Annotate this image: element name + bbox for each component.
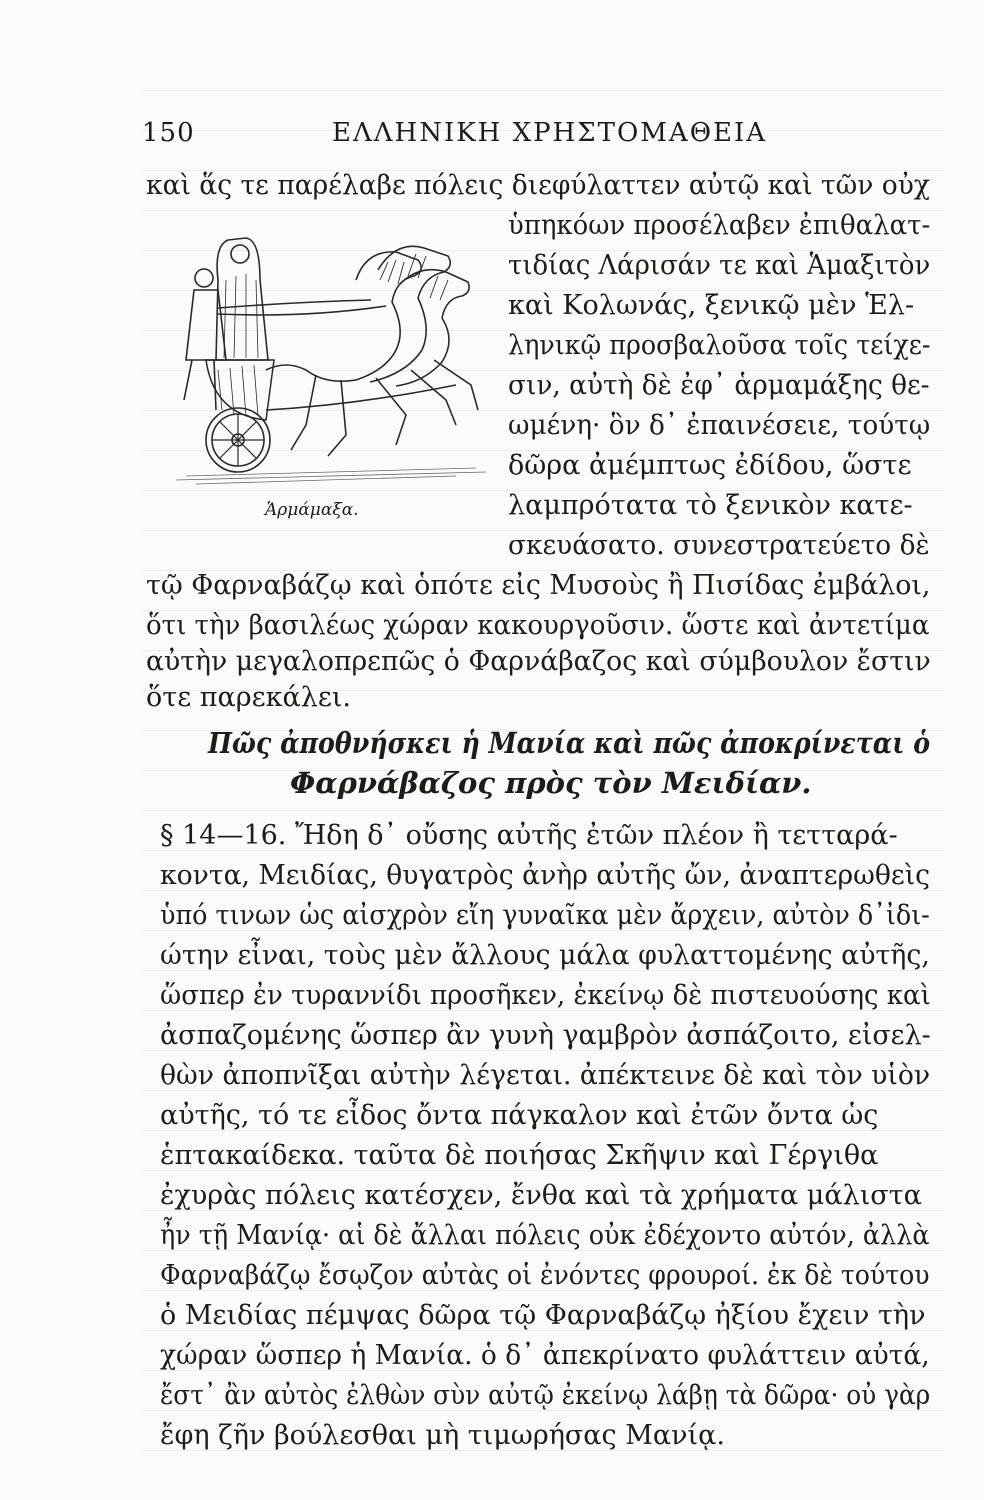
text-line: καὶ ἅς τε παρέλαβε πόλεις διεφύλαττεν αὐτῷ καὶ τῶν οὐχ (146, 170, 930, 201)
text-line: ἀσπαζομένης ὥσπερ ἂν γυνὴ γαμβρὸν ἀσπάζοιτο, εἰσελ- (160, 1020, 931, 1051)
text-line: ἐχυρὰς πόλεις κατέσχεν, ἔνθα καὶ τὰ χρήματα μάλιστα (160, 1180, 922, 1211)
text-line: Φαρναβάζῳ ἔσῳζον αὐτὰς οἱ ἐνόντες φρουροί. ἐκ δὲ τούτου (160, 1260, 930, 1291)
page-number: 150 (142, 118, 195, 148)
text-line: ὑπηκόων προσέλαβεν ἐπιθαλατ- (508, 210, 931, 241)
running-head: ΕΛΛΗΝΙΚΗ ΧΡΗΣΤΟΜΑΘΕΙΑ (332, 118, 768, 148)
section-heading-line-1: Πῶς ἀποθνήσκει ἡ Μανία καὶ πῶς ἀποκρίνεται ὁ (208, 726, 931, 760)
text-line: τῷ Φαρναβάζῳ καὶ ὁπότε εἰς Μυσοὺς ἢ Πισίδας ἐμβάλοι, (146, 570, 931, 601)
text-line: δῶρα ἀμέμπτως ἐδίδου, ὥστε (508, 450, 912, 481)
section-heading-line-2: Φαρνάβαζος πρὸς τὸν Μειδίαν. (290, 766, 812, 800)
text-line: αὐτῆς, τό τε εἶδος ὄντα πάγκαλον καὶ ἐτῶν ὄντα ὡς (160, 1100, 879, 1131)
text-line: θὼν ἀποπνῖξαι αὐτὴν λέγεται. ἀπέκτεινε δὲ καὶ τὸν υἱὸν (160, 1060, 931, 1091)
text-line: καὶ Κολωνάς, ξενικῷ μὲν Ἑλ- (508, 290, 915, 321)
text-line: ωμένη· ὃν δ᾽ ἐπαινέσειε, τούτῳ (508, 410, 931, 441)
text-line: λαμπρότατα τὸ ξενικὸν κατε- (508, 490, 913, 521)
text-line: κοντα, Μειδίας, θυγατρὸς ἀνὴρ αὐτῆς ὤν, ἀναπτερωθεὶς (160, 860, 931, 891)
text-line: ὑπό τινων ὡς αἰσχρὸν εἴη γυναῖκα μὲν ἄρχειν, αὐτὸν δ᾽ἰδι- (160, 900, 930, 931)
text-line: ἑπτακαίδεκα. ταῦτα δὲ ποιήσας Σκῆψιν καὶ Γέργιθα (160, 1140, 879, 1171)
text-line: σιν, αὐτὴ δὲ ἐφ᾽ ἁρμαμάξης θε- (508, 370, 930, 401)
figure-caption: Ἁρμάμαξα. (265, 500, 359, 520)
chariot-illustration-icon (156, 210, 496, 495)
text-line: ώτην εἶναι, τοὺς μὲν ἄλλους μάλα φυλαττομένης αὐτῆς, (160, 940, 930, 971)
text-line: χώραν ὥσπερ ἡ Μανία. ὁ δ᾽ ἀπεκρίνατο φυλάττειν αὐτά, (160, 1340, 930, 1371)
text-line: ὅτι τὴν βασιλέως χώραν κακουργοῦσιν. ὥστε καὶ ἀντετίμα (146, 610, 930, 641)
text-line: § 14—16. Ἤδη δ᾽ οὔσης αὐτῆς ἐτῶν πλέον ἢ τετταρά- (160, 820, 898, 851)
text-line: ἔστ᾽ ἂν αὐτὸς ἐλθὼν σὺν αὐτῷ ἐκείνῳ λάβῃ τὰ δῶρα· οὐ γὰρ (160, 1380, 931, 1411)
text-line: ὅτε παρεκάλει. (146, 682, 351, 713)
text-line: τιδίας Λάρισάν τε καὶ Ἁμαξιτὸν (508, 250, 931, 281)
text-line: ληνικῷ προσβαλοῦσα τοῖς τείχε- (508, 330, 931, 361)
text-line: αὐτὴν μεγαλοπρεπῶς ὁ Φαρνάβαζος καὶ σύμβουλον ἔστιν (146, 646, 931, 677)
text-line: ἔφη ζῆν βούλεσθαι μὴ τιμωρήσας Μανίᾳ. (160, 1420, 725, 1451)
text-line: σκευάσατο. συνεστρατεύετο δὲ (508, 530, 930, 561)
text-line: ὥσπερ ἐν τυραννίδι προσῆκεν, ἐκείνῳ δὲ πιστευούσης καὶ (160, 980, 931, 1011)
text-line: ὁ Μειδίας πέμψας δῶρα τῷ Φαρναβάζῳ ἠξίου ἔχειν τὴν (160, 1300, 926, 1331)
page-header (142, 118, 912, 158)
text-line: ἦν τῇ Μανίᾳ· αἱ δὲ ἄλλαι πόλεις οὐκ ἐδέχοντο αὐτόν, ἀλλὰ (160, 1220, 930, 1251)
